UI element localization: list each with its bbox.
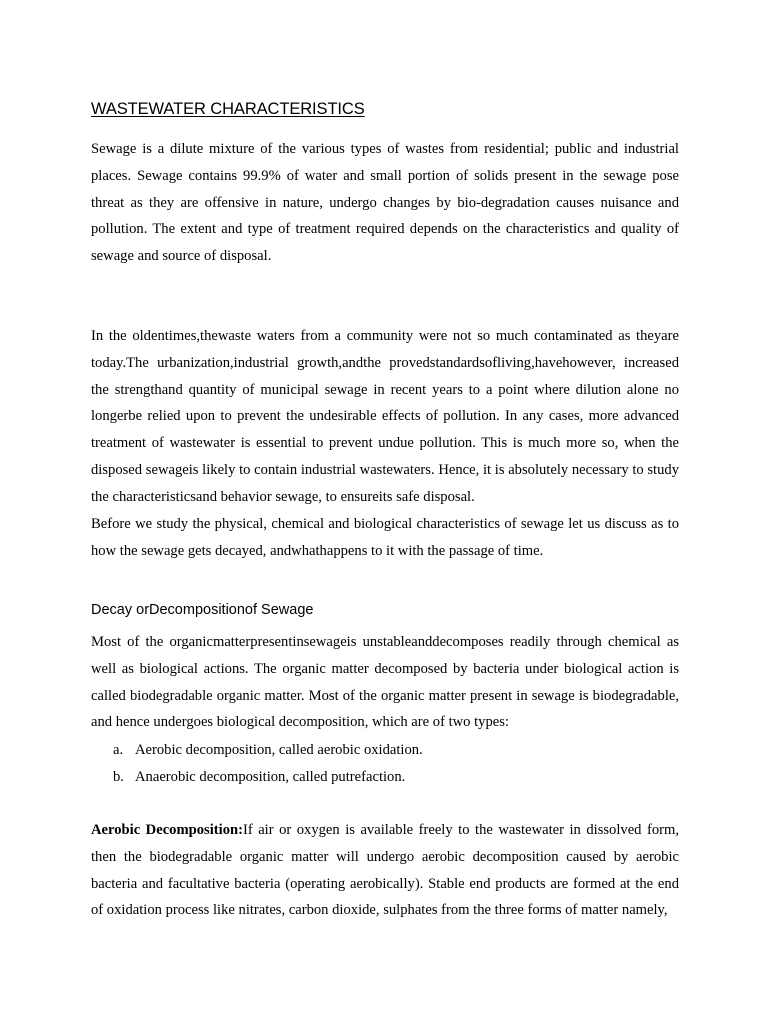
- list-marker: a.: [113, 742, 124, 758]
- aerobic-paragraph: [91, 817, 679, 924]
- list-item-text: Anaerobic decomposition, called putrefaction.: [135, 768, 406, 785]
- page-title: WASTEWATER CHARACTERISTICS: [91, 100, 365, 118]
- transition-paragraph: Before we study the physical, chemical and biological characteristics of sewage let us discuss as to how the sewage gets decayed, andwhathappens to it with the passage of time.: [91, 516, 679, 559]
- intro-paragraph: Sewage is a dilute mixture of the various types of wastes from residential; public and industrial places. Sewage contains 99.9% of water and small portion of solids present in the sewage pose threat as they are offensive in nature, undergo changes by bio-degradation causes nuisance and pollution. The extent and type of treatment required depends on the characteristics and quality of sewage and source of disposal.: [91, 141, 679, 265]
- aerobic-text: If air or oxygen is available freely to the wastewater in dissolved form, then the biodegradable organic matter will undergo aerobic decomposition caused by aerobic bacteria and facultative bacteria (operating aerobically). Stable end products are formed at the end of oxidation process like nitrates, carbon dioxide, sulphates from the three forms of matter namely,: [91, 822, 679, 919]
- aerobic-lead: Aerobic Decomposition:: [91, 822, 243, 838]
- section-heading: Decay orDecompositionof Sewage: [91, 602, 314, 618]
- decay-paragraph: Most of the organicmatterpresentinsewageis unstableanddecomposes readily through chemical as well as biological actions. The organic matter decomposed by bacteria under biological action is called biodegradable organic matter. Most of the organic matter present in sewage is biodegradable, and hence undergoes biological decomposition, which are of two types:: [91, 634, 679, 731]
- history-paragraph: In the oldentimes,thewaste waters from a community were not so much contaminated as theyare today.The urbanization,industrial growth,andthe provedstandardsofliving,havehowever, increased the strengthand quantity of municipal sewage in recent years to a point where dilution alone no longerbe relied upon to prevent the undesirable effects of pollution. In any cases, more advanced treatment of wastewater is essential to prevent undue pollution. This is much more so, when the disposed sewageis likely to contain industrial wastewaters. Hence, it is absolutely necessary to study the characteristicsand behavior sewage, to ensureits safe disposal.: [91, 328, 679, 505]
- decomposition-types-list: [113, 737, 423, 791]
- list-item: [113, 737, 423, 764]
- list-item: [113, 764, 423, 791]
- list-marker: b.: [113, 768, 124, 785]
- list-item-text: Aerobic decomposition, called aerobic oxidation.: [135, 742, 423, 758]
